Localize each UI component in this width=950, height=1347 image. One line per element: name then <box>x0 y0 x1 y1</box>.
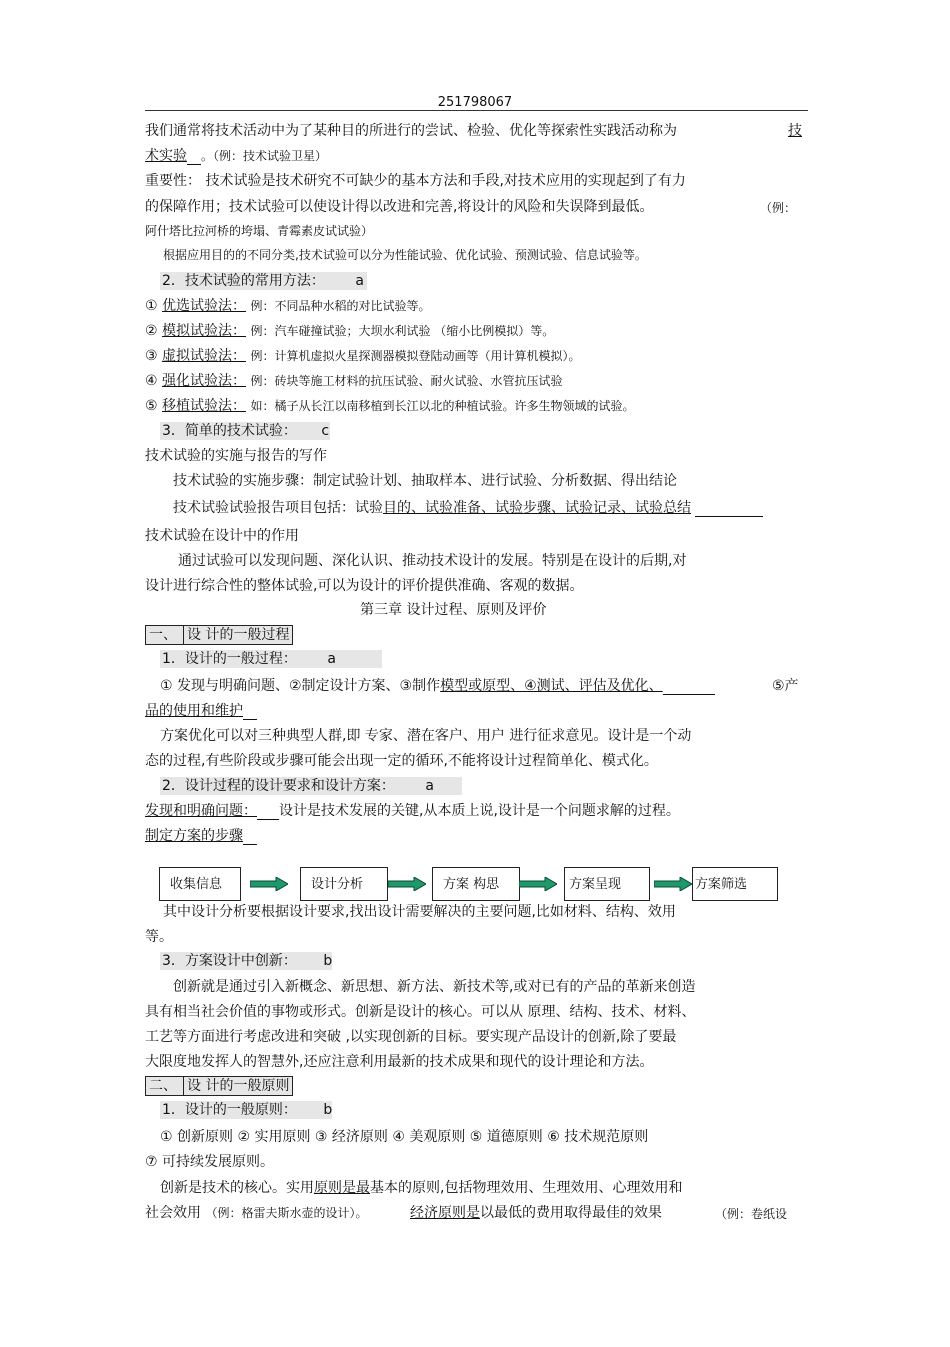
methods-level: a <box>355 273 364 289</box>
method-num: ③ <box>145 348 158 364</box>
p2-line2: 的保障作用；技术试验可以使设计得以改进和完善,将设计的风险和失误降到最低。 <box>145 199 654 215</box>
section-one-title: 设 计的一般过程 <box>183 625 293 645</box>
p2-line3: 阿什塔比拉河桥的垮塌、青霉素皮试试验） <box>145 224 374 238</box>
plan-steps-text: 制定方案的步骤 <box>145 828 243 844</box>
s3-line6: 设计进行综合性的整体试验,可以为设计的评价提供准确、客观的数据。 <box>145 578 584 594</box>
design-process-heading <box>160 650 382 668</box>
report-items: 目的、试验准备、试验步骤、试验记录、试验总结 <box>383 500 691 516</box>
simple-exp-level: c <box>321 423 330 439</box>
find-problem-desc: 设计是技术发展的关键,从本质上说,设计是一个问题求解的过程。 <box>279 803 680 819</box>
design-req-heading <box>160 777 462 795</box>
flow-step-present: 方案呈现 <box>564 867 650 901</box>
method-desc: 例：不同品种水稻的对比试验等。 <box>250 299 431 313</box>
core-line2-a: 社会效用 <box>145 1205 201 1221</box>
p1-line2 <box>145 147 327 165</box>
section-one-heading <box>145 625 293 645</box>
design-steps-part2: 模型或原型、④测试、评估及优化、 <box>440 678 663 694</box>
p2-line1: 重要性： 技术试验是技术研究不可缺少的基本方法和手段,对技术应用的实现起到了有力 <box>145 173 686 189</box>
method-name: 强化试验法 <box>162 373 233 389</box>
design-steps-part3: ⑤产 <box>772 678 799 694</box>
methods-heading <box>160 272 367 290</box>
core-line1-c: 基本的原则,包括物理效用、生理效用、心理效用和 <box>370 1180 683 1196</box>
method-num: ⑤ <box>145 398 158 414</box>
principles-level: b <box>323 1102 333 1118</box>
method-item <box>145 347 580 365</box>
chapter-title: 第三章 设计过程、原则及评价 <box>360 602 547 618</box>
method-name: 移植试验法 <box>162 398 233 414</box>
section-one-label: 一、 <box>145 625 183 645</box>
header-rule <box>145 110 808 111</box>
method-desc: 例：计算机虚拟火星探测器模拟登陆动画等（用计算机模拟）。 <box>250 349 581 363</box>
s3-line1: 技术试验的实施与报告的写作 <box>145 448 327 464</box>
flow-arrow-icon <box>654 877 692 891</box>
methods-heading-text: 2．技术试验的常用方法： <box>162 273 325 289</box>
p1-line1 <box>145 122 677 140</box>
method-name: 优选试验法 <box>162 298 233 314</box>
design-steps-maintenance: 品的使用和维护 <box>145 703 243 719</box>
innovation-level: b <box>323 953 333 969</box>
core-line1-b: 原则是最 <box>314 1180 370 1196</box>
innovation-heading <box>160 952 332 970</box>
flow-note2: 等。 <box>145 929 173 945</box>
design-steps <box>160 677 715 695</box>
p1-example: 。（例：技术试验卫星） <box>201 149 328 163</box>
method-name: 模拟试验法 <box>162 323 233 339</box>
s3-line4: 技术试验在设计中的作用 <box>145 528 299 544</box>
section-two-label: 二、 <box>145 1076 183 1096</box>
method-name: 虚拟试验法 <box>162 348 233 364</box>
core-line1 <box>160 1179 682 1197</box>
method-num: ② <box>145 323 158 339</box>
method-sep: ： <box>232 298 247 314</box>
flow-note1: 其中设计分析要根据设计要求,找出设计需要解决的主要问题,比如材料、结构、效用 <box>163 904 676 920</box>
flow-step-select: 方案筛选 <box>692 867 778 901</box>
flow-step-collect: 收集信息 <box>159 867 241 901</box>
method-num: ④ <box>145 373 158 389</box>
method-sep: ： <box>232 373 247 389</box>
core-line2-example: （例：格雷夫斯水壶的设计）。 <box>205 1206 368 1220</box>
doc-id: 251798067 <box>437 95 513 110</box>
method-item <box>145 372 562 390</box>
term-tech-experiment: 术实验 <box>145 148 187 164</box>
flow-arrow-icon <box>388 877 426 891</box>
core-line2-economic <box>410 1204 662 1222</box>
sec1-para1: 方案优化可以对三种典型人群,即 专家、潜在客户、用户 进行征求意见。设计是一个动 <box>160 728 692 744</box>
flow-arrow-icon <box>519 877 557 891</box>
plan-steps-title <box>145 827 257 845</box>
method-sep: ： <box>232 398 247 414</box>
principle-seven: ⑦ 可持续发展原则。 <box>145 1154 275 1170</box>
flow-step-analysis: 设计分析 <box>300 867 388 901</box>
principles-heading-text: 1．设计的一般原则： <box>162 1102 297 1118</box>
sec1-para2: 态的过程,有些阶段或步骤可能会出现一定的循环,不能将设计过程简单化、模式化。 <box>145 753 658 769</box>
core-line2 <box>145 1204 367 1222</box>
section-two-title: 设 计的一般原则 <box>183 1076 293 1096</box>
innovation-line1: 创新就是通过引入新概念、新思想、新方法、新技术等,或对已有的产品的革新来创造 <box>173 979 696 995</box>
principles-heading <box>160 1101 332 1119</box>
innovation-line2: 具有相当社会价值的事物或形式。创新是设计的核心。可以从 原理、结构、技术、材料、 <box>145 1004 696 1020</box>
method-desc: 例：汽车碰撞试验；大坝水利试验 （缩小比例模拟）等。 <box>250 324 555 338</box>
economic-principle-term: 经济原则是 <box>410 1205 480 1221</box>
p1-term-start: 技 <box>788 123 802 139</box>
design-steps-part1: ① 发现与明确问题、②制定设计方案、③制作 <box>160 678 441 694</box>
design-process-heading-text: 1．设计的一般过程： <box>162 651 297 667</box>
p1-text: 我们通常将技术活动中为了某种目的所进行的尝试、检验、优化等探索性实践活动称为 <box>145 123 677 139</box>
method-item <box>145 397 634 415</box>
find-problem-term: 发现和明确问题： <box>145 803 257 819</box>
method-item <box>145 322 554 340</box>
method-desc: 例：砖块等施工材料的抗压试验、耐火试验、水管抗压试验 <box>250 374 563 388</box>
innovation-line4: 大限度地发挥人的智慧外,还应注意利用最新的技术成果和现代的设计理论和方法。 <box>145 1054 654 1070</box>
s3-line3 <box>173 499 763 517</box>
report-items-label: 技术试验试验报告项目包括：试验 <box>173 500 383 516</box>
method-sep: ： <box>232 323 247 339</box>
principles-list: ① 创新原则 ② 实用原则 ③ 经济原则 ④ 美观原则 ⑤ 道德原则 ⑥ 技术规范原则 <box>160 1129 649 1145</box>
method-num: ① <box>145 298 158 314</box>
method-sep: ： <box>232 348 247 364</box>
s3-line5: 通过试验可以发现问题、深化认识、推动技术设计的发展。特别是在设计的后期,对 <box>178 553 687 569</box>
method-desc: 如：橘子从长江以南移植到长江以北的种植试验。许多生物领域的试验。 <box>250 399 635 413</box>
design-req-heading-text: 2．设计过程的设计要求和设计方案： <box>162 778 395 794</box>
design-steps-part4 <box>145 702 257 720</box>
flow-step-concept: 方案 构思 <box>432 867 520 901</box>
method-item <box>145 297 430 315</box>
innovation-heading-text: 3．方案设计中创新： <box>162 953 297 969</box>
simple-exp-heading-text: 3．简单的技术试验： <box>162 423 297 439</box>
p2-example-start: （例： <box>760 201 797 215</box>
innovation-line3: 工艺等方面进行考虑改进和突破 ,以实现创新的目标。要实现产品设计的创新,除了要最 <box>145 1029 677 1045</box>
s3-line2: 技术试验的实施步骤：制定试验计划、抽取样本、进行试验、分析数据、得出结论 <box>173 473 677 489</box>
flow-arrow-icon <box>250 877 288 891</box>
find-problem-line <box>145 802 680 820</box>
p3-line1: 根据应用目的的不同分类,技术试验可以分为性能试验、优化试验、预测试验、信息试验等。 <box>163 248 647 262</box>
section-two-heading <box>145 1076 293 1096</box>
design-req-level: a <box>425 778 434 794</box>
design-process-level: a <box>327 651 336 667</box>
core-line1-a: 创新是技术的核心。实用 <box>160 1180 314 1196</box>
economic-principle-desc: 以最低的费用取得最佳的效果 <box>480 1205 662 1221</box>
simple-exp-heading <box>160 422 330 440</box>
core-line2-example2: （例：卷纸设 <box>715 1207 788 1221</box>
